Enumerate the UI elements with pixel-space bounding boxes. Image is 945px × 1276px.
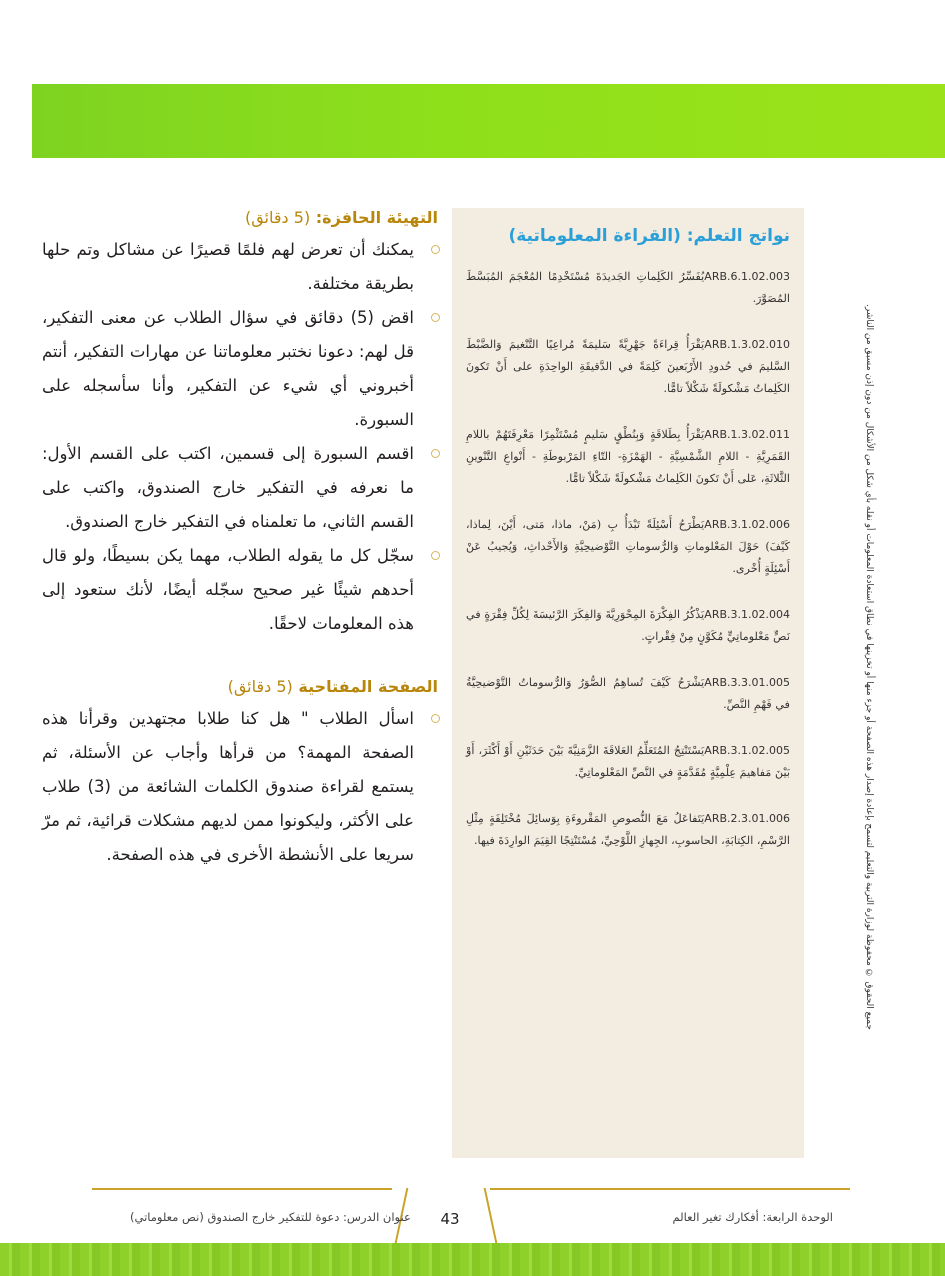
list-item xyxy=(42,301,442,437)
copyright-notice: جميع الحقوق © محفوظة لوزارة التربية والتعليم لتسمح بإعادة إصدار هذه الصفحة أو جزء منها أو تخزينها في نطاق استعادة المعلومات أو نقله بأي شكل من الأشكال من دون إذن مسبق من الناشر. xyxy=(864,304,874,1030)
outcome-text: يَطْرَحُ أَسْئِلَةً تَبْدَأُ بِ (مَنْ، ماذا، مَتى، أَيْنَ، لِماذا، كَيْفَ) حَوْلَ المَعْلوماتِ وَالرُّسوماتِ التَّوْضيحِيَّةِ وَالأَحْداثِ، وَيُجيبُ عَنْ أَسْئِلَةٍ أُخْرى. xyxy=(466,518,790,575)
list-item-text: اقسم السبورة إلى قسمين، اكتب على القسم الأول: ما نعرفه في التفكير خارج الصندوق، واكتب على القسم الثاني، ما تعلمناه في التفكير خارج الصندوق. xyxy=(42,444,414,531)
outcome-code: ARB.2.3.01.006 xyxy=(704,812,790,825)
outcome-text: يَسْتَنْتِجُ المُتَعَلِّمُ العَلاقَةَ الزَّمَنِيَّةَ بَيْنَ حَدَثَيْنِ أَوْ أَكْثَرَ، أَوْ بَيْنَ مَفاهيمَ عِلْمِيَّةٍ مُقَدَّمَةٍ في النَّصِّ المَعْلوماتِيِّ. xyxy=(466,744,790,779)
outcome-code: ARB.1.3.02.010 xyxy=(704,338,790,351)
outcome-code: ARB.1.3.02.011 xyxy=(704,428,790,441)
list-item xyxy=(42,437,442,539)
outcome-text: يَقْرَأُ بِطَلاقَةٍ وَبِنُطْقٍ سَليمٍ مُسْتَثْمِرًا مَعْرِفَتَهُمْ باللامِ القَمَرِيَّةِ - اللامِ الشَّمْسِيَّةِ - الهَمْزَةِ- التّاءِ المَرْبوطَةِ - أَنْواعِ التَّنْوينِ الثَّلاثَةِ، عَلى أَنْ تَكونَ الكَلِماتُ مَشْكولَةً شَكْلاً تامًّا. xyxy=(466,428,790,485)
section-title: الصفحة المفتاحية xyxy=(298,677,438,696)
outcome-text: يُفَسِّرُ الكَلِماتِ الجَديدَةَ مُسْتَخْدِمًا المُعْجَمَ المُبَسَّطَ المُصَوَّرَ. xyxy=(466,270,790,305)
outcome-code: ARB.3.1.02.005 xyxy=(704,744,790,757)
outcome-text: يَذْكُرُ الفِكْرَةَ المِحْوَرِيَّةَ وَالفِكَرَ الرَّئيسَةَ لِكُلِّ فِقْرَةٍ في نَصٍّ مَعْلوماتِيٍّ مُكَوَّنٍ مِنْ فِقْراتٍ. xyxy=(466,608,790,643)
list-item xyxy=(42,539,442,641)
outcome-item xyxy=(466,424,790,490)
footer-notch-right xyxy=(484,1188,499,1248)
bullet-ring-icon xyxy=(431,551,440,560)
outcome-item xyxy=(466,514,790,580)
section-duration: (5 دقائق) xyxy=(227,677,293,696)
outcome-item xyxy=(466,808,790,852)
outcome-item xyxy=(466,672,790,716)
outcome-item xyxy=(466,604,790,648)
outcome-text: يَقْرَأُ قِراءَةً جَهْرِيَّةً سَليمَةً مُراعِيًا التَّنْغيمَ وَالضَّبْطَ السَّليمَ في حُدودِ الأَرْبَعينَ كَلِمَةً في الدَّقيقَةِ الواحِدَةِ على أَنْ تَكونَ الكَلِماتُ مَشْكولَةً شَكْلاً تامًّا. xyxy=(466,338,790,395)
main-column xyxy=(42,208,442,872)
outcome-code: ARB.6.1.02.003 xyxy=(704,270,790,283)
header-green-band xyxy=(32,84,945,158)
list-item xyxy=(42,702,442,872)
bottom-decorative-strip xyxy=(0,1243,945,1276)
page-number: 43 xyxy=(440,1210,460,1228)
key-page-list xyxy=(42,702,442,872)
outcomes-title: نواتج التعلم: (القراءة المعلوماتية) xyxy=(508,226,790,246)
outcome-code: ARB.3.1.02.004 xyxy=(704,608,790,621)
warmup-list xyxy=(42,233,442,641)
page-footer xyxy=(0,1180,945,1240)
list-item-text: اقض (5) دقائق في سؤال الطلاب عن معنى التفكير، قل لهم: دعونا نختبر معلوماتنا عن مهارات التفكير، أنتم أخبروني أي شيء عن التفكير، وأنا سأسجله على السبورة. xyxy=(42,308,414,429)
bullet-ring-icon xyxy=(431,714,440,723)
outcome-item xyxy=(466,740,790,784)
learning-outcomes-panel xyxy=(452,208,804,1158)
list-item-text: يمكنك أن تعرض لهم فلمًا قصيرًا عن مشاكل وتم حلها بطريقة مختلفة. xyxy=(42,240,414,293)
outcome-item xyxy=(466,334,790,400)
outcome-item xyxy=(466,266,790,310)
section-heading-key-page xyxy=(42,677,438,696)
footer-unit-title: الوحدة الرابعة: أفكارك تغير العالم xyxy=(672,1210,833,1224)
section-duration: (5 دقائق) xyxy=(244,208,311,227)
outcome-text: يَتَفاعَلُ مَعَ النُّصوصِ المَقْروءَةِ بِوَسائِلَ مُخْتَلِفَةٍ مِثْلِ الرَّسْمِ، الكِتابَةِ، الحاسوبِ، الجِهازِ اللَّوْحِيِّ، مُسْتَنْتِجًا القِيَمَ الوارِدَةَ فيها. xyxy=(466,812,790,847)
footer-rule-left xyxy=(92,1188,392,1190)
bullet-ring-icon xyxy=(431,245,440,254)
bullet-ring-icon xyxy=(431,449,440,458)
section-heading-warmup xyxy=(42,208,438,227)
bullet-ring-icon xyxy=(431,313,440,322)
footer-lesson-title: عنوان الدرس: دعوة للتفكير خارج الصندوق (نص معلوماتي) xyxy=(130,1210,411,1224)
list-item-text: سجّل كل ما يقوله الطلاب، مهما يكن بسيطًا، ولو قال أحدهم شيئًا غير صحيح سجّله أيضًا، لأنك ستعود إلى هذه المعلومات لاحقًا. xyxy=(42,546,414,633)
list-item-text: اسأل الطلاب " هل كنا طلابا مجتهدين وقرأنا هذه الصفحة المهمة؟ من قرأها وأجاب عن الأسئلة، ثم يستمع لقراءة صندوق الكلمات الشائعة من (3) طلاب على الأكثر، وليكونوا ممن لديهم مشكلات قرائية، ثم مرّ سريعا على الأنشطة الأخرى في هذه الصفحة. xyxy=(42,709,414,864)
outcome-text: يَشْرَحُ كَيْفَ تُساهِمُ الصُّوَرُ وَالرُّسوماتُ التَّوْضيحِيَّةُ في فَهْمِ النَّصِّ. xyxy=(466,676,790,711)
section-title: التهيئة الحافزة: xyxy=(315,208,438,227)
footer-rule-right xyxy=(490,1188,850,1190)
outcome-code: ARB.3.1.02.006 xyxy=(704,518,790,531)
outcome-code: ARB.3.3.01.005 xyxy=(704,676,790,689)
list-item xyxy=(42,233,442,301)
